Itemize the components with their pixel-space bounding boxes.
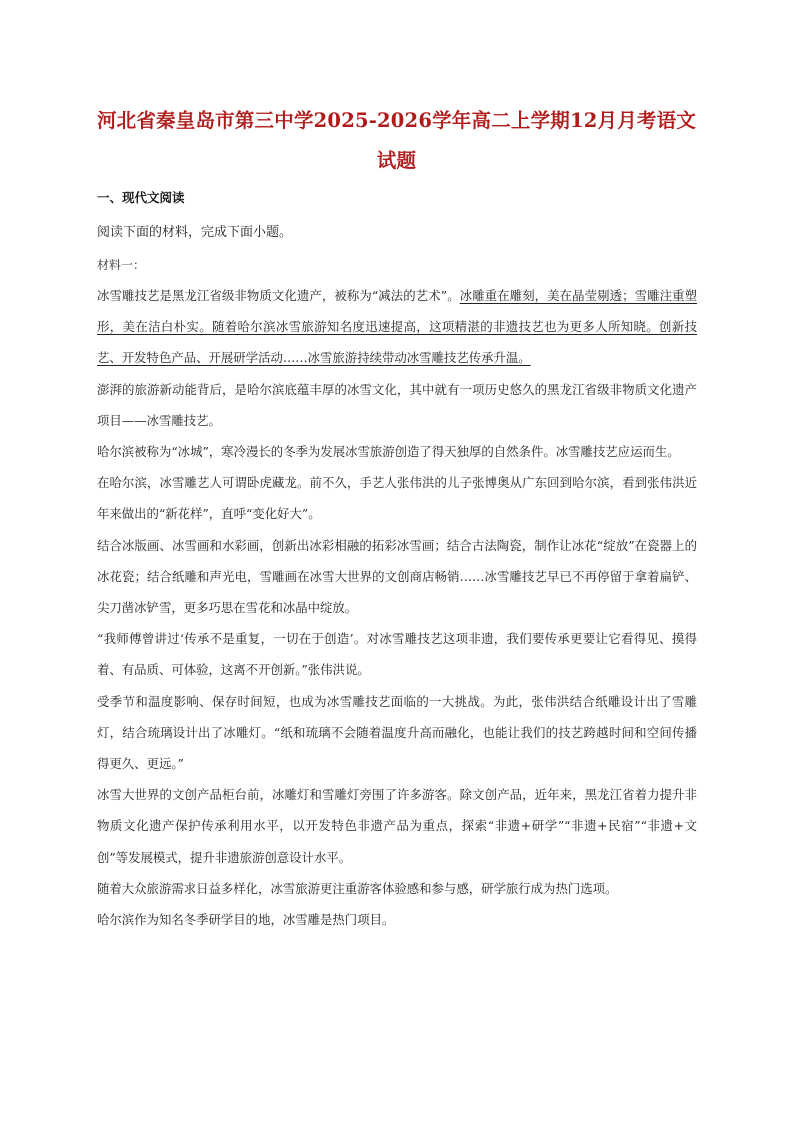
paragraph: 结合冰版画、冰雪画和水彩画，创新出冰彩相融的拓彩冰雪画；结合古法陶瓷，制作让冰花“绽放”在瓷器上的冰花瓷；结合纸雕和声光电，雪雕画在冰雪大世界的文创商店畅销……冰雪雕技艺早已不再停留于拿着扁铲、尖刀凿冰铲雪，更多巧思在雪花和冰晶中绽放。 (97, 537, 697, 616)
document-title-line-1: 河北省秦皇岛市第三中学2025-2026学年高二上学期12月月考语文 (96, 109, 697, 132)
paragraph: “我师傅曾讲过‘传承不是重复，一切在于创造’。对冰雪雕技艺这项非遗，我们要传承更要让它看得见、摸得着、有品质、可体验，这离不开创新。”张伟洪说。 (97, 631, 697, 678)
material-body (97, 280, 697, 935)
paragraph-plain-text: 冰雪雕技艺是黑龙江省级非物质文化遗产，被称为“减法的艺术”。 (97, 288, 460, 303)
paragraph: 哈尔滨作为知名冬季研学目的地，冰雪雕是热门项目。 (97, 912, 395, 928)
paragraph: 冰雪大世界的文创产品柜台前，冰雕灯和雪雕灯旁围了许多游客。除文创产品，近年来，黑龙江省着力提升非物质文化遗产保护传承利用水平，以开发特色非遗产品为重点，探索“非遗+研学”“非遗+民宿”“非遗+文创”等发展模式，提升非遗旅游创意设计水平。 (97, 787, 697, 865)
section-heading: 一、现代文阅读 (97, 190, 185, 205)
reading-instruction: 阅读下面的材料，完成下面小题。 (97, 225, 293, 240)
paragraph: 在哈尔滨，冰雪雕艺人可谓卧虎藏龙。前不久，手艺人张伟洪的儿子张博奥从广东回到哈尔滨，看到张伟洪近年来做出的“新花样”，直呼“变化好大”。 (97, 475, 697, 522)
paragraph: 随着大众旅游需求日益多样化，冰雪旅游更注重游客体验感和参与感，研学旅行成为热门选项。 (97, 880, 618, 896)
paragraph (97, 280, 697, 374)
underlined-passage: 冰雕重在雕刻，美在晶莹剔透；雪雕注重塑形，美在洁白朴实。随着哈尔滨冰雪旅游知名度迅速提高，这项精湛的非遗技艺也为更多人所知晓。创新技艺、开发特色产品、开展研学活动……冰雪旅游持续带动冰雪雕技艺传承升温。 (97, 288, 698, 366)
paragraph: 受季节和温度影响、保存时间短，也成为冰雪雕技艺面临的一大挑战。为此，张伟洪结合纸雕设计出了雪雕灯，结合琉璃设计出了冰雕灯。“纸和琉璃不会随着温度升高而融化，也能让我们的技艺跨越时间和空间传播得更久、更远。” (97, 693, 697, 772)
paragraph: 澎湃的旅游新动能背后，是哈尔滨底蕴丰厚的冰雪文化，其中就有一项历史悠久的黑龙江省级非物质文化遗产项目——冰雪雕技艺。 (97, 381, 697, 428)
document-title-line-2: 试题 (376, 149, 417, 172)
paragraph: 哈尔滨被称为“冰城”，寒冷漫长的冬季为发展冰雪旅游创造了得天独厚的自然条件。冰雪雕技艺应运而生。 (97, 444, 680, 460)
material-label: 材料一： (97, 258, 146, 272)
